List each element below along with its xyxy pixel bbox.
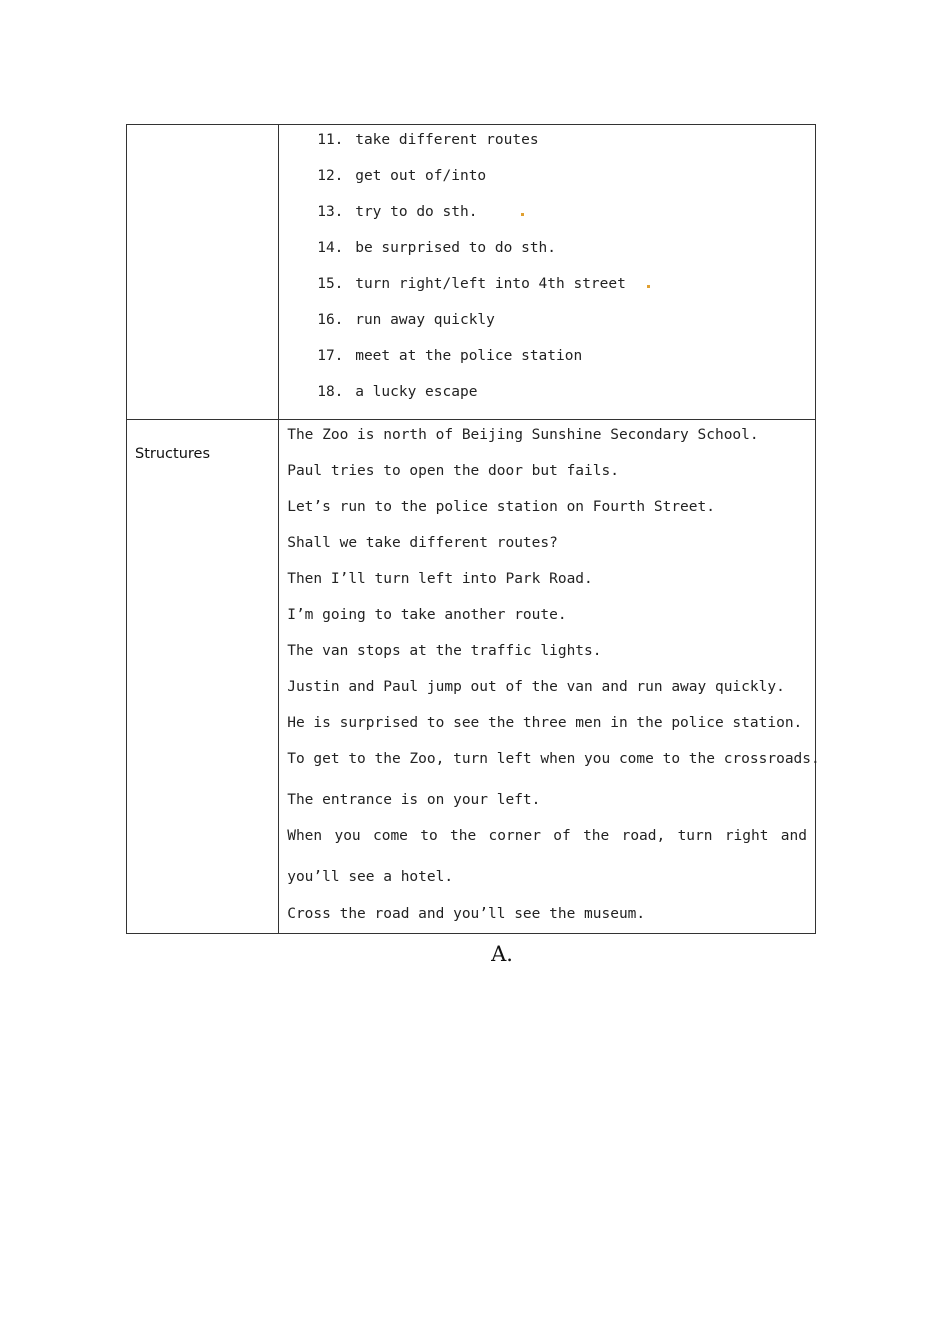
sentence: The entrance is on your left.	[287, 792, 541, 808]
phrase-text: get out of/into	[355, 168, 487, 184]
list-item	[279, 235, 815, 271]
phrase-number: 17.	[317, 348, 344, 364]
phrase-text: be surprised to do sth.	[355, 240, 557, 256]
sentence: Shall we take different routes?	[287, 535, 558, 551]
sentence: Paul tries to open the door but fails.	[287, 463, 619, 479]
structures-label: Structures	[135, 446, 211, 462]
phrases-label-cell	[127, 125, 279, 420]
phrase-text: a lucky escape	[355, 384, 478, 400]
list-item	[279, 163, 815, 199]
structures-row	[127, 420, 816, 934]
phrase-number: 14.	[317, 240, 344, 256]
list-item	[279, 307, 815, 343]
phrase-text: meet at the police station	[355, 348, 583, 364]
sentence: Then I’ll turn left into Park Road.	[287, 571, 593, 587]
phrase-number: 13.	[317, 204, 344, 220]
sentence: The Zoo is north of Beijing Sunshine Secondary School.	[287, 427, 759, 443]
sentence: The van stops at the traffic lights.	[287, 643, 602, 659]
marker-dot	[647, 285, 650, 288]
marker-dot	[521, 213, 524, 216]
sentence: He is surprised to see the three men in the police station.	[287, 715, 803, 731]
phrase-number: 18.	[317, 384, 344, 400]
phrase-text: run away quickly	[355, 312, 495, 328]
sentence: I’m going to take another route.	[287, 607, 567, 623]
phrase-number: 16.	[317, 312, 344, 328]
sentence: Justin and Paul jump out of the van and run away quickly.	[287, 679, 785, 695]
sentence: To get to the Zoo, turn left when you come to the crossroads.	[287, 751, 820, 767]
list-item	[279, 379, 815, 415]
list-item	[279, 343, 815, 379]
phrase-number: 11.	[317, 132, 344, 148]
phrases-cell	[279, 125, 816, 420]
phrase-list	[279, 125, 815, 419]
phrases-row	[127, 125, 816, 420]
phrase-text: turn right/left into 4th street	[355, 276, 626, 292]
lesson-table	[126, 124, 820, 934]
phrase-number: 12.	[317, 168, 344, 184]
list-item	[279, 271, 815, 307]
sentence: Cross the road and you’ll see the museum.	[287, 906, 646, 922]
phrase-text: try to do sth.	[355, 204, 478, 220]
sentence: When you come to the corner of the road, turn right and you’ll see a hotel.	[287, 828, 807, 885]
sentence-list	[279, 420, 820, 933]
phrase-text: take different routes	[355, 132, 539, 148]
footer-mark: A.	[491, 942, 513, 966]
list-item	[279, 127, 815, 163]
list-item	[279, 199, 815, 235]
phrase-number: 15.	[317, 276, 344, 292]
structures-cell	[279, 420, 820, 934]
sentence: Let’s run to the police station on Fourth Street.	[287, 499, 715, 515]
structures-label-cell	[127, 420, 279, 934]
